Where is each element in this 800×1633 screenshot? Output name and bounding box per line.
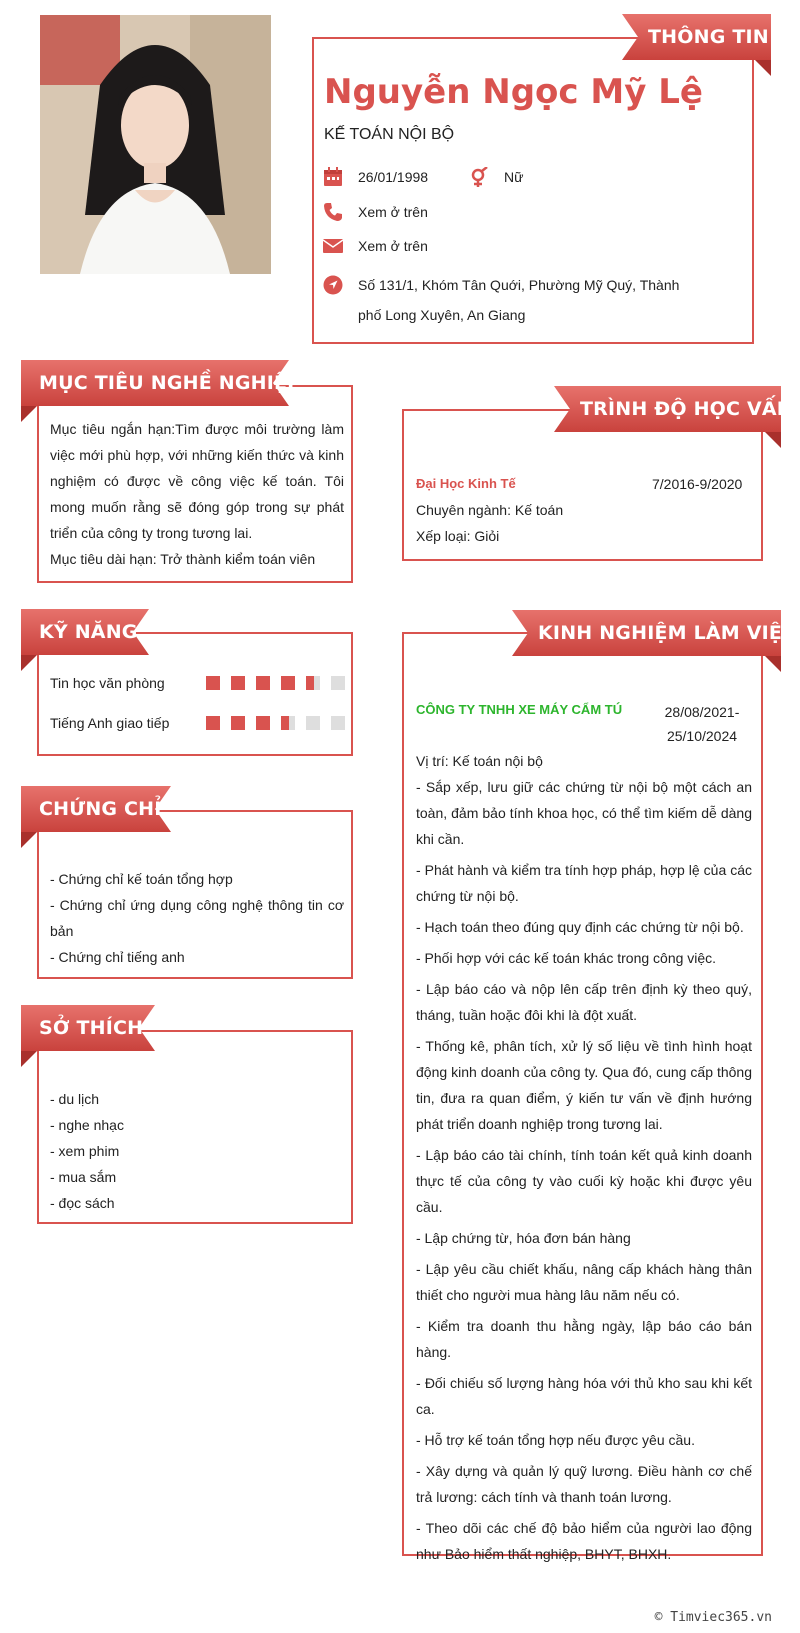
skill-level-square	[281, 676, 295, 690]
address-value: Số 131/1, Khóm Tân Quới, Phường Mỹ Quý, Thành phố Long Xuyên, An Giang	[358, 277, 680, 323]
experience-ribbon-label: KINH NGHIỆM LÀM VIỆC	[538, 622, 797, 644]
hobbies-ribbon	[21, 1005, 155, 1051]
skill-level-square	[256, 676, 270, 690]
skill-row	[50, 715, 356, 731]
list-item: - du lịch	[50, 1091, 100, 1107]
duty-item: - Kiểm tra doanh thu hằng ngày, lập báo cáo bán hàng.	[416, 1318, 752, 1360]
list-item: - Chứng chỉ kế toán tổng hợp	[50, 871, 233, 887]
skill-level-square	[331, 716, 345, 730]
skill-level-square	[281, 716, 295, 730]
list-item: - nghe nhạc	[50, 1117, 124, 1133]
hobbies-list	[50, 1086, 124, 1216]
full-name: Nguyễn Ngọc Mỹ Lệ	[324, 72, 703, 112]
gender-row	[468, 166, 523, 188]
list-item: - Chứng chỉ tiếng anh	[50, 949, 185, 965]
birthday-value: 26/01/1998	[358, 169, 429, 185]
certificates-ribbon-label: CHỨNG CHỈ	[39, 798, 162, 820]
skill-label: Tin học văn phòng	[50, 675, 165, 691]
email-icon	[322, 235, 344, 257]
calendar-icon	[322, 166, 344, 188]
experience-dates	[652, 700, 752, 748]
duty-item: - Theo dõi các chế độ bảo hiểm của người lao động như Bảo hiểm thất nghiệp, BHYT, BHXH.	[416, 1520, 752, 1562]
skills-ribbon	[21, 609, 149, 655]
location-icon	[322, 274, 344, 296]
skills-ribbon-label: KỸ NĂNG	[39, 621, 138, 643]
duty-item: - Sắp xếp, lưu giữ các chứng từ nội bộ một cách an toàn, đảm bảo tính khoa học, có thể tìm kiếm dễ dàng khi cần.	[416, 779, 752, 847]
skill-level-square	[306, 676, 320, 690]
education-dates: 7/2016-9/2020	[652, 476, 743, 492]
objective-ribbon-label: MỤC TIÊU NGHỀ NGHIỆP	[39, 372, 302, 394]
skill-level-square	[306, 716, 320, 730]
list-item: - mua sắm	[50, 1169, 117, 1185]
skill-level-square	[206, 676, 220, 690]
skill-level-meter	[206, 676, 356, 690]
duty-item: - Phát hành và kiểm tra tính hợp pháp, hợp lệ của các chứng từ nội bộ.	[416, 862, 752, 904]
experience-position: Vị trí: Kế toán nội bộ	[416, 753, 543, 769]
duty-item: - Lập báo cáo và nộp lên cấp trên định kỳ theo quý, tháng, tuần hoặc đôi khi là đột xuất.	[416, 981, 752, 1023]
skill-level-square	[256, 716, 270, 730]
objective-ribbon	[21, 360, 302, 406]
email-row	[322, 235, 428, 257]
school-name: Đại Học Kinh Tế	[416, 476, 516, 491]
certificates-list	[50, 866, 344, 970]
skill-row	[50, 675, 356, 691]
portrait-illustration	[40, 15, 271, 274]
experience-ribbon	[512, 610, 797, 656]
gender-value: Nữ	[504, 169, 524, 185]
footer-watermark: © Timviec365.vn	[654, 1610, 772, 1625]
duty-item: - Lập yêu cầu chiết khấu, nâng cấp khách hàng thân thiết cho người mua hàng lâu năm nếu có.	[416, 1261, 752, 1303]
experience-date-end: 25/10/2024	[666, 728, 738, 744]
info-ribbon	[622, 14, 771, 60]
list-item: - đọc sách	[50, 1195, 115, 1211]
address-row	[322, 270, 358, 296]
phone-row	[322, 201, 428, 223]
duty-item: - Thống kê, phân tích, xử lý số liệu về tình hình hoạt động kinh doanh của công ty. Qua đó, cung cấp thông tin, đưa ra quan điểm, ý kiến tư vấn về định hướng phát triển doanh nghiệp trong tương lai.	[416, 1038, 752, 1132]
skill-level-square	[231, 676, 245, 690]
list-item: - xem phim	[50, 1143, 120, 1159]
skill-level-square	[331, 676, 345, 690]
education-major: Chuyên ngành: Kế toán	[416, 502, 564, 518]
duty-item: - Phối hợp với các kế toán khác trong công việc.	[416, 950, 717, 966]
gender-icon	[468, 166, 490, 188]
duty-item: - Hạch toán theo đúng quy định các chứng từ nội bộ.	[416, 919, 744, 935]
education-ribbon	[554, 386, 793, 432]
phone-value: Xem ở trên	[358, 204, 428, 220]
experience-duties	[416, 748, 752, 1572]
skill-level-meter	[206, 716, 356, 730]
duty-item: - Xây dựng và quản lý quỹ lương. Điều hành cơ chế trả lương: cách tính và thanh toán lương.	[416, 1463, 752, 1505]
company-name: CÔNG TY TNHH XE MÁY CẨM TÚ	[416, 702, 623, 717]
duty-item: - Lập báo cáo tài chính, tính toán kết quả kinh doanh thực tế của công ty vào cuối kỳ hoặc khi được yêu cầu.	[416, 1147, 752, 1215]
duty-item: - Đối chiếu số lượng hàng hóa với thủ kho sau khi kết ca.	[416, 1375, 752, 1417]
certificates-ribbon	[21, 786, 171, 832]
job-title: KẾ TOÁN NỘI BỘ	[324, 126, 455, 143]
experience-date-start: 28/08/2021-	[664, 704, 740, 720]
objective-short-term: Mục tiêu ngắn hạn:Tìm được môi trường làm việc mới phù hợp, với những kiến thức và kinh nghiệm có được về công việc kế toán. Tôi mong muốn rằng sẽ đóng góp trong sự phát triển của công ty trong tương lai.	[50, 421, 344, 541]
email-value: Xem ở trên	[358, 238, 428, 254]
skill-level-square	[231, 716, 245, 730]
profile-photo	[40, 15, 271, 274]
education-ribbon-label: TRÌNH ĐỘ HỌC VẤN	[580, 398, 793, 420]
duty-item: - Lập chứng từ, hóa đơn bán hàng	[416, 1230, 631, 1246]
duty-item: - Hỗ trợ kế toán tổng hợp nếu được yêu cầu.	[416, 1432, 695, 1448]
objective-long-term: Mục tiêu dài hạn: Trở thành kiểm toán viên	[50, 551, 316, 567]
education-grade: Xếp loại: Giỏi	[416, 528, 500, 544]
list-item: - Chứng chỉ ứng dụng công nghệ thông tin cơ bản	[50, 897, 344, 939]
skill-level-square	[206, 716, 220, 730]
info-ribbon-label: THÔNG TIN	[648, 26, 769, 48]
birthday-row	[322, 166, 428, 188]
hobbies-ribbon-label: SỞ THÍCH	[39, 1017, 144, 1039]
phone-icon	[322, 201, 344, 223]
skill-label: Tiếng Anh giao tiếp	[50, 715, 170, 731]
